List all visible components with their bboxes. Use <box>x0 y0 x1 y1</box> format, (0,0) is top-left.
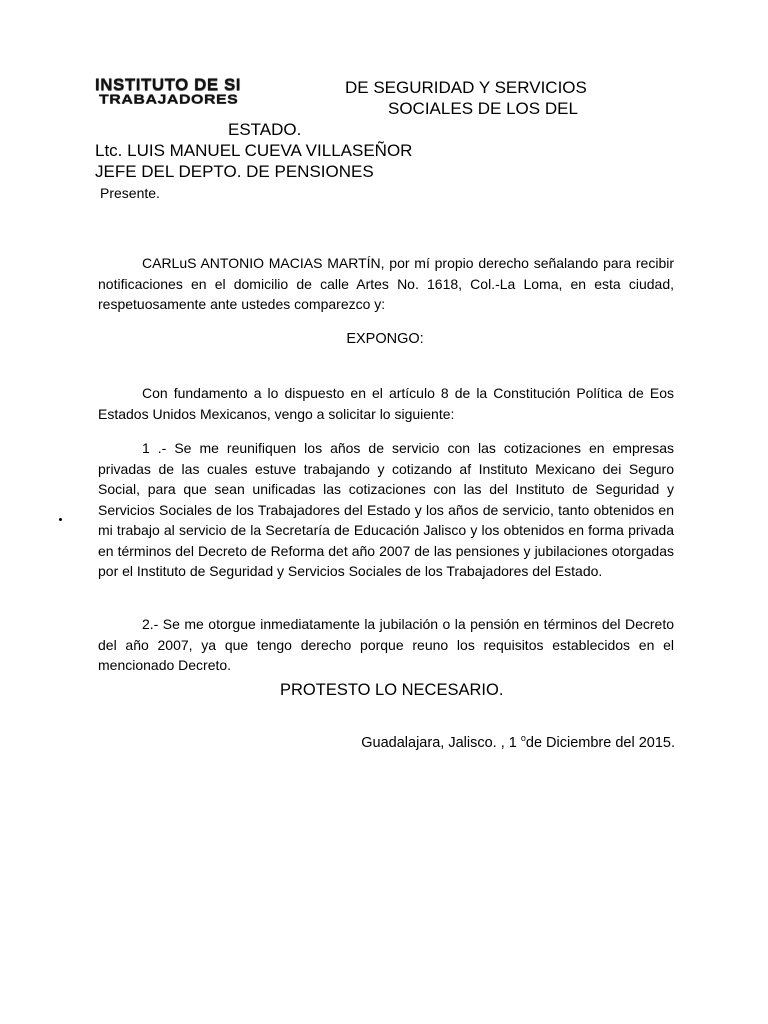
expongo-label: EXPONGO: <box>346 331 424 347</box>
institution-stamp-line-2: TRABAJADORES <box>99 93 239 107</box>
header-title-line-1: DE SEGURIDAD Y SERVICIOS <box>345 78 587 97</box>
greeting: Presente. <box>100 185 160 201</box>
intro-paragraph: CARLuS ANTONIO MACIAS MARTÍN, por mí propio derecho señalando para recibir notificaciones en el domicilio de calle Artes No. 1618, Col.-La Loma, en esta ciudad, respetuosamente ante ustedes comparezco y: <box>98 255 674 312</box>
protesto-line: PROTESTO LO NECESARIO. <box>280 681 504 699</box>
header-title-line-3: ESTADO. <box>228 120 302 139</box>
header-title-line-2: SOCIALES DE LOS DEL <box>388 99 578 118</box>
place-date-line <box>361 733 675 751</box>
request-item-1: 1 .- Se me reunifiquen los años de servicio con las cotizaciones en empresas privadas de las cuales estuve trabajando y cotizando af Instituto Mexicano dei Seguro Social, para que sean unificadas las cotizaciones con las del Instituto de Seguridad y Servicios Sociales de los Trabajadores del Estado y los años de servicio, tanto obtenidos en mi trabajo al servicio de la Secretaría de Educación Jalisco y los obtenidos en forma privada en términos del Decreto de Reforma det año 2007 de las pensiones y jubilaciones otorgadas por el Instituto de Seguridad y Servicios Sociales de los Trabajadores del Estado. <box>98 440 674 579</box>
expongo-heading <box>0 331 768 347</box>
date-ordinal: o <box>520 733 526 743</box>
request-item-2: 2.- Se me otorgue inmediatamente la jubilación o la pensión en términos del Decreto del año 2007, ya que tengo derecho porque reuno los requisitos establecidos en el mencionado Decreto. <box>98 616 674 673</box>
fundamento-paragraph: Con fundamento a lo dispuesto en el artículo 8 de la Constitución Política de Eos Estados Unidos Mexicanos, vengo a solicitar lo siguiente: <box>98 385 674 422</box>
stray-mark <box>59 518 62 521</box>
institution-stamp-line-1: INSTITUTO DE SI <box>95 75 242 94</box>
date-prefix: Guadalajara, Jalisco. , 1 <box>361 735 521 751</box>
date-suffix: de Diciembre del 2015. <box>525 735 675 751</box>
addressee-name: Ltc. LUIS MANUEL CUEVA VILLASEÑOR <box>95 141 413 160</box>
addressee-position: JEFE DEL DEPTO. DE PENSIONES <box>95 162 374 181</box>
